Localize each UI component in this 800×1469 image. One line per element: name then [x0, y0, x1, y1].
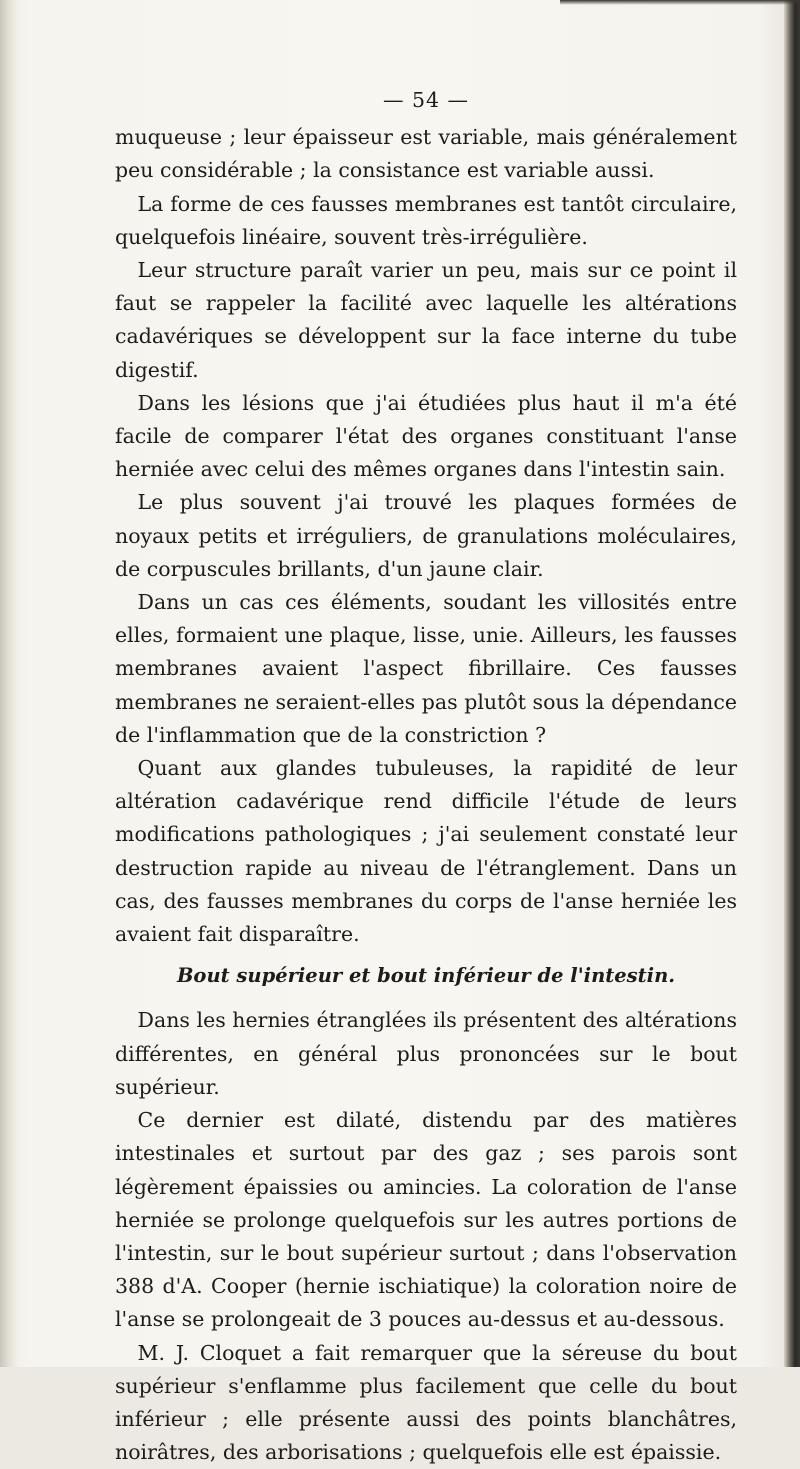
paragraph: Quant aux glandes tubuleuses, la rapidité de leur altération cadavérique rend difficile l'étude de leurs modifications pathologiques ; j'ai seulement constaté leur destruction rapide au niveau de l'étranglement. Dans un cas, des fausses membranes du corps de l'anse herniée les avaient fait disparaître. — [115, 756, 737, 947]
paragraph: Dans les hernies étranglées ils présentent des altérations différentes, en général plus prononcées sur le bout supérieur. — [115, 1008, 737, 1099]
paragraph: Ce dernier est dilaté, distendu par des matières intestinales et surtout par des gaz ; ses parois sont légèrement épaissies ou amincies. La coloration de l'anse herniée se prolonge quelquefois sur les autres portions de l'intestin, sur le bout supérieur surtout ; dans l'observation 388 d'A. Cooper (hernie ischiatique) la coloration noire de l'anse se prolongeait de 3 pouces au-dessus et au-dessous. — [115, 1108, 737, 1332]
paragraph: Leur structure paraît varier un peu, mais sur ce point il faut se rappeler la facilité avec laquelle les altérations cadavériques se développent sur la face interne du tube digestif. — [115, 258, 737, 382]
book-edge — [784, 0, 800, 1367]
page-number: — 54 — — [382, 88, 470, 112]
section-heading: Bout supérieur et bout inférieur de l'intestin. — [176, 964, 676, 988]
paragraph: Le plus souvent j'ai trouvé les plaques formées de noyaux petits et irréguliers, de granulations moléculaires, de corpuscules brillants, d'un jaune clair. — [115, 490, 737, 581]
text-block — [115, 84, 737, 1469]
paragraph: Dans un cas ces éléments, soudant les villosités entre elles, formaient une plaque, lisse, unie. Ailleurs, les fausses membranes avaient l'aspect fibrillaire. Ces fausses membranes ne seraient-elles pas plutôt sous la dépendance de l'inflammation que de la constriction ? — [115, 590, 737, 747]
paragraph: M. J. Cloquet a fait remarquer que la séreuse du bout supérieur s'enflamme plus facilement que celle du bout inférieur ; elle présente aussi des points blanchâtres, noirâtres, des arborisations ; quelquefois elle est épaissie. — [115, 1340, 737, 1465]
paragraph: Dans les lésions que j'ai étudiées plus haut il m'a été facile de comparer l'état des organes constituant l'anse herniée avec celui des mêmes organes dans l'intestin sain. — [115, 390, 737, 482]
binding-shadow — [0, 0, 18, 1367]
book-edge-top — [560, 0, 800, 5]
paragraph: La forme de ces fausses membranes est tantôt circulaire, quelquefois linéaire, souvent très-irrégulière. — [115, 191, 737, 249]
paragraph: muqueuse ; leur épaisseur est variable, mais généralement peu considérable ; la consistance est variable aussi. — [115, 125, 737, 183]
